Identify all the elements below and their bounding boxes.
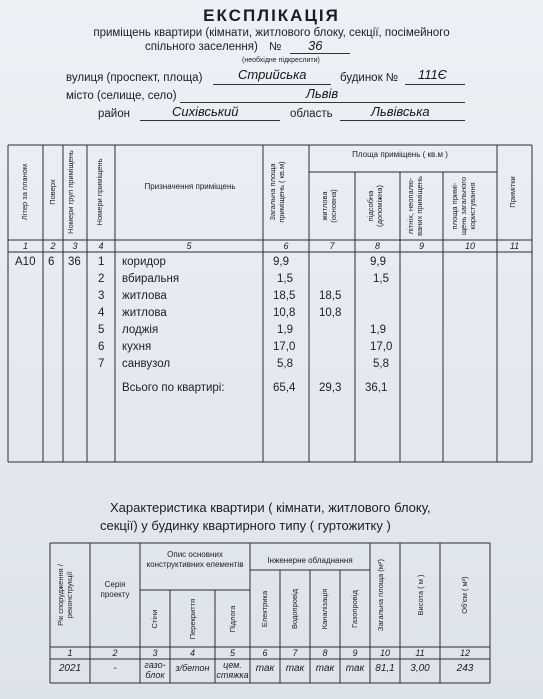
room-total: 10,8: [273, 307, 296, 319]
building-value: 111Є: [418, 67, 447, 82]
char-header-area: Загальна площа (м²): [376, 559, 385, 631]
district-label: район: [98, 108, 130, 120]
char-col-7: 7: [292, 648, 298, 658]
char-floor: цем. стяжка: [216, 660, 249, 680]
street-label: вулиця (проспект, площа): [66, 72, 203, 84]
col-number-2: 2: [50, 241, 56, 251]
char-header-series: Серія проекту: [100, 580, 130, 599]
room-total: 17,0: [273, 341, 296, 353]
region-value: Львівська: [371, 104, 430, 119]
total-area: 65,4: [273, 382, 296, 394]
room-aux: 9,9: [370, 256, 386, 268]
char-col-4: 4: [189, 648, 195, 658]
char-header-water: Водопровід: [290, 589, 299, 629]
char-water: так: [285, 663, 305, 674]
header-summer: літніх, неопалю-ваних приміщень: [406, 176, 424, 236]
room-name: житлова: [122, 307, 167, 319]
street-value: Стрийська: [238, 67, 307, 82]
char-sewer: так: [315, 663, 335, 674]
room-total: 18,5: [273, 290, 296, 302]
total-living: 29,3: [319, 382, 342, 394]
col-number-4: 4: [98, 241, 104, 251]
char-area: 81,1: [375, 663, 395, 674]
header-living: житлова (основна): [320, 189, 338, 223]
room-name: вбиральня: [122, 273, 180, 285]
char-header-walls: Стіни: [150, 609, 159, 629]
room-name: лоджія: [122, 324, 159, 336]
room-number: 5: [98, 324, 105, 336]
title-line-1: приміщень квартири (кімнати, житлового блоку, секції, посімейного: [93, 27, 450, 39]
char-col-8: 8: [322, 648, 328, 658]
col-number-5: 5: [186, 241, 192, 251]
col-number-11: 11: [509, 241, 520, 251]
room-aux: 1,5: [373, 273, 389, 285]
char-col-3: 3: [152, 648, 158, 658]
room-number: 2: [98, 273, 105, 285]
characteristics-title-2: секції) у будинку квартирного типу ( гуртожитку ): [100, 518, 391, 533]
col-number-8: 8: [374, 241, 380, 251]
char-height: 3,00: [410, 663, 430, 674]
room-living: 18,5: [319, 290, 342, 302]
cell-poverkh: 6: [48, 256, 55, 268]
room-number: 6: [98, 341, 105, 353]
char-gas: так: [345, 663, 365, 674]
char-header-gas: Газопровід: [350, 590, 359, 628]
char-electric: так: [255, 663, 275, 674]
col-number-6: 6: [283, 241, 289, 251]
region-label: область: [290, 108, 333, 120]
col-number-9: 9: [418, 241, 424, 251]
char-volume: 243: [456, 663, 474, 674]
char-series: -: [113, 663, 117, 674]
header-room-nums: Номери приміщень: [95, 158, 104, 226]
title-line-2-text: спільного заселення): [145, 41, 258, 53]
header-auxiliary: підсобна (допоміжна): [366, 185, 384, 227]
char-col-6: 6: [262, 648, 268, 658]
room-total: 5,8: [277, 358, 293, 370]
char-header-electric: Електрика: [260, 590, 269, 628]
room-total: 1,9: [277, 324, 293, 336]
char-header-floor: Підлога: [228, 605, 237, 633]
room-number: 4: [98, 307, 105, 319]
room-living: 10,8: [319, 307, 342, 319]
char-header-struct: Опис основних конструктивних елементів: [146, 550, 244, 569]
room-number: 3: [98, 290, 105, 302]
char-year: 2021: [58, 663, 82, 674]
room-name: житлова: [122, 290, 167, 302]
cell-group: 36: [68, 256, 81, 268]
header-litera: Літер за планом: [20, 163, 29, 221]
room-name: коридор: [122, 256, 166, 268]
room-aux: 17,0: [370, 341, 393, 353]
col-number-10: 10: [464, 241, 475, 251]
header-poverkh: Поверх: [48, 179, 57, 205]
char-col-5: 5: [229, 648, 235, 658]
char-header-year: Рік спорудження / реконструкції: [56, 564, 74, 626]
room-total: 1,5: [277, 273, 293, 285]
char-walls: газо- блок: [144, 660, 166, 680]
header-purpose: Призначення приміщень: [144, 182, 236, 191]
char-col-10: 10: [379, 648, 390, 658]
char-header-slab: Перекриття: [188, 598, 197, 640]
char-header-engineering: Інженерне обладнання: [267, 556, 353, 565]
building-label: будинок №: [340, 72, 399, 84]
header-notes: Примітки: [508, 176, 517, 208]
header-common: площа примі-щень загального користування: [450, 176, 477, 236]
char-col-2: 2: [112, 648, 118, 658]
characteristics-title-1: Характеристика квартири ( кімнати, житлового блоку,: [110, 500, 431, 515]
char-header-sewer: Каналізація: [320, 588, 329, 630]
room-number: 1: [98, 256, 105, 268]
cell-litera: А10: [15, 256, 36, 268]
header-group-nums: Номери груп приміщень: [66, 150, 75, 234]
char-header-height: Висота ( м ): [416, 574, 425, 616]
col-number-7: 7: [329, 241, 335, 251]
room-number: 7: [98, 358, 105, 370]
room-aux: 1,9: [370, 324, 386, 336]
apartment-number: 36: [308, 38, 323, 53]
total-aux: 36,1: [365, 382, 388, 394]
room-total: 9,9: [273, 256, 289, 268]
char-col-11: 11: [415, 648, 425, 658]
char-slab: з/бетон: [175, 663, 210, 673]
col-number-1: 1: [22, 241, 28, 251]
header-area-group: Площа приміщень ( кв.м ): [352, 150, 448, 159]
char-col-1: 1: [67, 648, 73, 658]
document-title: ЕКСПЛІКАЦІЯ: [203, 6, 340, 25]
header-total-area: Загальна площа приміщень ( кв.м): [268, 161, 286, 223]
room-name: кухня: [122, 341, 152, 353]
number-sign: №: [269, 41, 282, 53]
char-col-12: 12: [459, 648, 470, 658]
city-value: Львів: [306, 86, 339, 101]
char-col-9: 9: [352, 648, 358, 658]
room-aux: 5,8: [373, 358, 389, 370]
district-value: Сихівський: [172, 104, 239, 119]
total-label: Всього по квартирі:: [122, 382, 225, 394]
note-text: (необхідне підкреслити): [242, 57, 320, 64]
city-label: місто (селище, село): [66, 90, 177, 102]
char-header-volume: Об'єм ( м³): [460, 576, 469, 614]
room-name: санвузол: [122, 358, 171, 370]
col-number-3: 3: [72, 241, 78, 251]
